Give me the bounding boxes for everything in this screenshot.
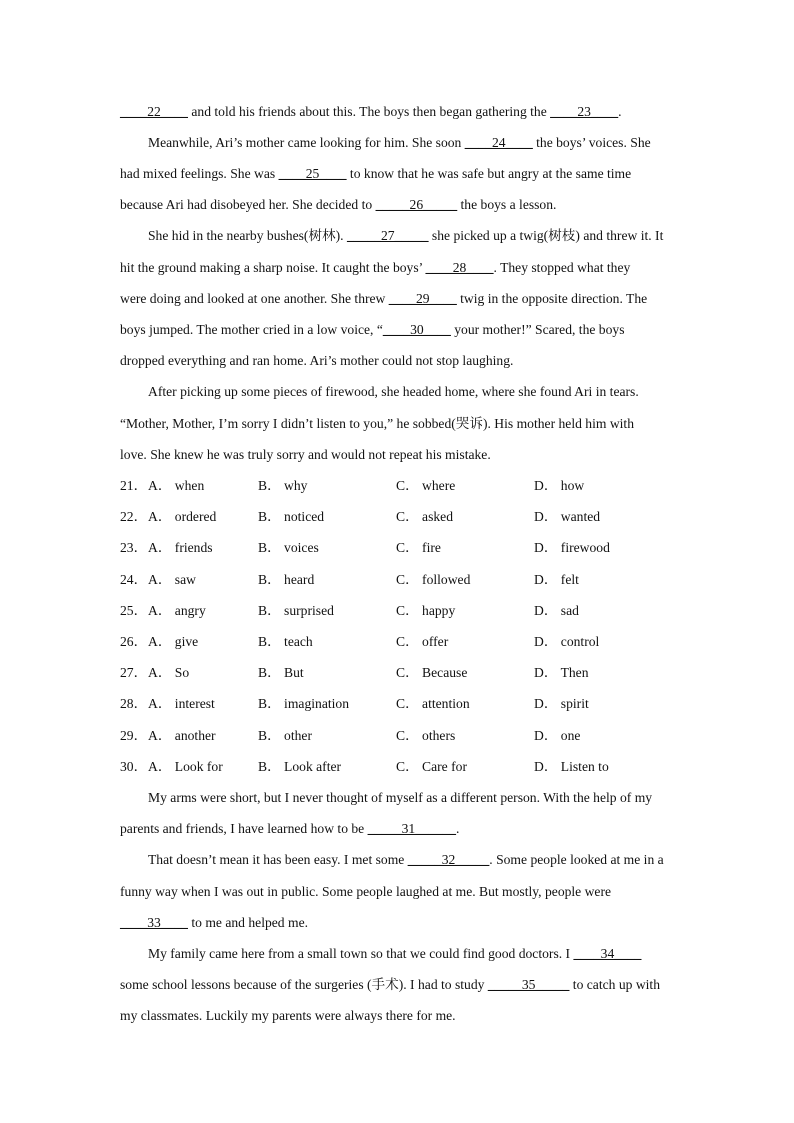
line-text: parents and friends, I have learned how to be (120, 821, 368, 836)
blank-24: ____24____ (464, 135, 533, 150)
line-text: That doesn’t mean it has been easy. I met some (148, 852, 408, 867)
question-number: 21． (120, 478, 148, 493)
question-number: 29． (120, 728, 148, 743)
blank-22: ____22____ (120, 104, 188, 119)
blank-32: _____32_____ (407, 852, 490, 867)
line-text: “Mother, Mother, I’m sorry I didn’t listen to you,” he sobbed(哭诉). His mother held him with (120, 416, 635, 431)
option-row (120, 538, 675, 558)
passage-line (120, 289, 675, 309)
option-row (120, 570, 675, 590)
line-text: the boys a lesson. (457, 197, 557, 212)
option-row (120, 694, 675, 714)
blank-26: _____26_____ (375, 197, 458, 212)
option-d: D． firewood (534, 540, 610, 555)
line-text: She hid in the nearby bushes(树林). (148, 228, 347, 243)
option-a: A． interest (148, 696, 215, 711)
line-text: my classmates. Luckily my parents were always there for me. (120, 1008, 456, 1023)
blank-23: ____23____ (550, 104, 619, 119)
passage-line (120, 882, 675, 902)
option-c: C． Because (396, 665, 468, 680)
option-c: C． offer (396, 634, 449, 649)
passage-line (120, 320, 675, 340)
blank-34: ____34____ (573, 946, 642, 961)
passage-line (148, 788, 675, 808)
line-text: love. She knew he was truly sorry and would not repeat his mistake. (120, 447, 491, 462)
blank-25: ____25____ (278, 166, 347, 181)
option-b: B． voices (258, 540, 319, 555)
option-a: A． another (148, 728, 216, 743)
option-c: C． others (396, 728, 456, 743)
line-text: funny way when I was out in public. Some people laughed at me. But mostly, people were (120, 884, 612, 899)
line-text: After picking up some pieces of firewood, she headed home, where she found Ari in tears. (148, 384, 639, 399)
option-d: D． one (534, 728, 581, 743)
line-text: had mixed feelings. She was (120, 166, 279, 181)
option-row (120, 601, 675, 621)
passage-line (148, 226, 675, 246)
passage-line (120, 258, 675, 278)
option-a: A． saw (148, 572, 196, 587)
line-text: because Ari had disobeyed her. She decided to (120, 197, 376, 212)
line-text: to know that he was safe but angry at the same time (346, 166, 632, 181)
option-d: D． Listen to (534, 759, 609, 774)
line-text: were doing and looked at one another. She threw (120, 291, 389, 306)
question-number: 25． (120, 603, 148, 618)
option-c: C． Care for (396, 759, 467, 774)
passage-line (148, 133, 675, 153)
passage-line (120, 195, 675, 215)
line-text: . (455, 821, 460, 836)
option-b: B． why (258, 478, 308, 493)
option-a: A． ordered (148, 509, 217, 524)
blank-35: _____35_____ (487, 977, 570, 992)
passage-line (120, 164, 675, 184)
option-row (120, 476, 675, 496)
option-row (120, 726, 675, 746)
passage-line (148, 850, 675, 870)
passage-line (120, 351, 675, 371)
option-b: B． other (258, 728, 312, 743)
blank-29: ____29____ (388, 291, 457, 306)
blank-27: _____27_____ (346, 228, 429, 243)
option-d: D． control (534, 634, 600, 649)
option-b: B． teach (258, 634, 313, 649)
option-a: A． angry (148, 603, 206, 618)
passage-line (120, 102, 675, 122)
passage-line (148, 382, 675, 402)
blank-30: ____30____ (382, 322, 451, 337)
option-b: B． heard (258, 572, 315, 587)
option-row (120, 632, 675, 652)
option-b: B． But (258, 665, 304, 680)
line-text: boys jumped. The mother cried in a low voice, “ (120, 322, 383, 337)
passage-line (120, 975, 675, 995)
option-a: A． when (148, 478, 205, 493)
option-a: A． So (148, 665, 190, 680)
passage-line (120, 1006, 675, 1026)
option-b: B． noticed (258, 509, 325, 524)
line-text: My arms were short, but I never thought of myself as a different person. With the help of my (148, 790, 653, 805)
option-d: D． spirit (534, 696, 589, 711)
blank-31: _____31______ (367, 821, 456, 836)
question-number: 24． (120, 572, 148, 587)
option-c: C． where (396, 478, 456, 493)
line-text: . They stopped what they (493, 260, 631, 275)
line-text: Meanwhile, Ari’s mother came looking for him. She soon (148, 135, 465, 150)
question-number: 28． (120, 696, 148, 711)
line-text: . Some people looked at me in a (489, 852, 664, 867)
line-text: to me and helped me. (187, 915, 309, 930)
question-number: 22． (120, 509, 148, 524)
option-d: D． wanted (534, 509, 601, 524)
option-c: C． attention (396, 696, 470, 711)
option-d: D． how (534, 478, 585, 493)
line-text: twig in the opposite direction. The (456, 291, 648, 306)
option-c: C． asked (396, 509, 454, 524)
line-text: to catch up with (569, 977, 661, 992)
blank-33: ____33____ (120, 915, 188, 930)
line-text: My family came here from a small town so that we could find good doctors. I (148, 946, 574, 961)
option-b: B． imagination (258, 696, 349, 711)
passage-line (120, 445, 675, 465)
option-d: D． felt (534, 572, 579, 587)
line-text: . (618, 104, 622, 119)
passage-line (120, 819, 675, 839)
option-c: C． fire (396, 540, 441, 555)
option-row (120, 663, 675, 683)
option-d: D． Then (534, 665, 589, 680)
option-b: B． surprised (258, 603, 334, 618)
line-text: dropped everything and ran home. Ari’s mother could not stop laughing. (120, 353, 514, 368)
option-c: C． followed (396, 572, 471, 587)
blank-28: ____28____ (425, 260, 494, 275)
question-number: 23． (120, 540, 148, 555)
line-text: and told his friends about this. The boys then began gathering the (187, 104, 551, 119)
line-text: she picked up a twig(树枝) and threw it. It (428, 228, 664, 243)
line-text: some school lessons because of the surgeries (手术). I had to study (120, 977, 488, 992)
line-text: hit the ground making a sharp noise. It caught the boys’ (120, 260, 426, 275)
passage-line (120, 913, 675, 933)
passage-line (120, 414, 675, 434)
line-text: the boys’ voices. She (532, 135, 651, 150)
option-c: C． happy (396, 603, 456, 618)
option-a: A． Look for (148, 759, 223, 774)
option-a: A． friends (148, 540, 213, 555)
line-text: your mother!” Scared, the boys (450, 322, 625, 337)
option-b: B． Look after (258, 759, 342, 774)
question-number: 27． (120, 665, 148, 680)
question-number: 30． (120, 759, 148, 774)
option-a: A． give (148, 634, 199, 649)
option-row (120, 757, 675, 777)
question-number: 26． (120, 634, 148, 649)
passage-line (148, 944, 675, 964)
option-row (120, 507, 675, 527)
option-d: D． sad (534, 603, 579, 618)
